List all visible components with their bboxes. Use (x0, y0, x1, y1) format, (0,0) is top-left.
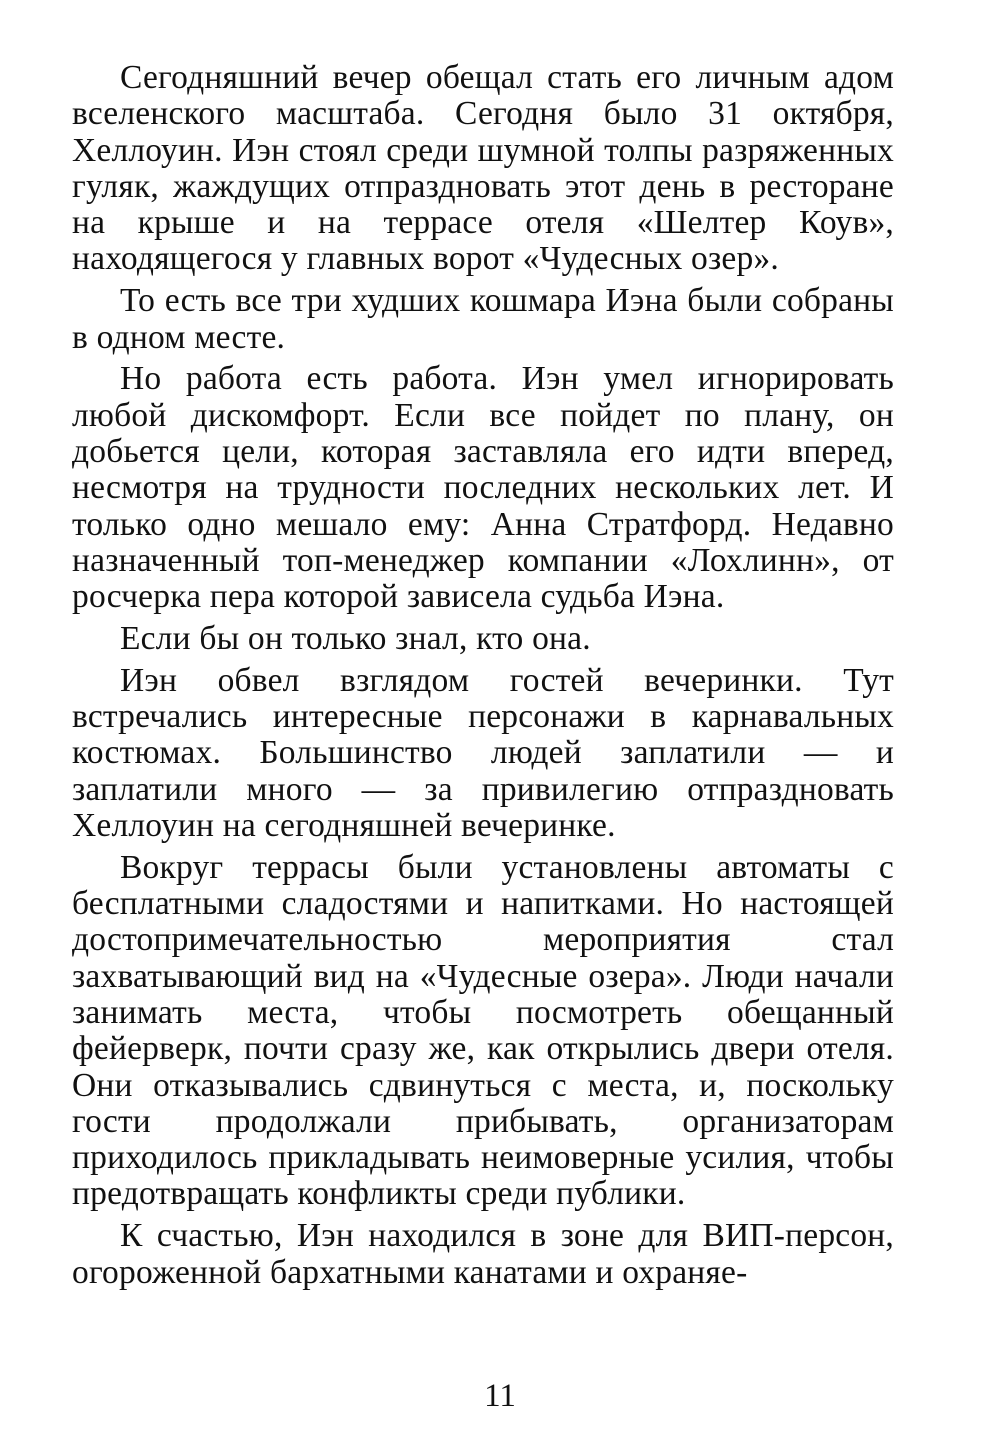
paragraph-1: Сегодняшний вечер обещал стать его личным адом вселенского масштаба. Сегодня было 31 октября, Хеллоуин. Иэн стоял среди шумной толпы разряженных гуляк, жаждущих отпраздновать этот день в ресторане на крыше и на террасе отеля «Шелтер Коув», находящегося у главных ворот «Чудесных озер». (72, 59, 894, 278)
body-text (72, 60, 894, 1296)
paragraph-6: Вокруг террасы были установлены автоматы с бесплатными сладостями и напитками. Но настоящей достопримечательностью мероприятия стал захватывающий вид на «Чудесные озера». Люди начали занимать места, чтобы посмотреть обещанный фейерверк, почти сразу же, как открылись двери отеля. Они отказывались сдвинуться с места, и, поскольку гости продолжали прибывать, организаторам приходилось прикладывать неимоверные усилия, чтобы предотвращать конфликты среди публики. (72, 848, 894, 1213)
paragraph-4: Если бы он только знал, кто она. (120, 619, 591, 657)
paragraph-2: То есть все три худших кошмара Иэна были собраны в одном месте. (72, 282, 894, 356)
paragraph-5: Иэн обвел взглядом гостей вечеринки. Тут встречались интересные персонажи в карнавальных костюмах. Большинство людей заплатили — и заплатили много — за привилегию отпраздновать Хеллоуин на сегодняшней вечеринке. (72, 661, 894, 844)
paragraph-7: К счастью, Иэн находился в зоне для ВИП-персон, огороженной бархатными канатами и охраняе- (72, 1217, 894, 1291)
paragraph-3: Но работа есть работа. Иэн умел игнорировать любой дискомфорт. Если все пойдет по плану, он добьется цели, которая заставляла его идти вперед, несмотря на трудности последних нескольких лет. И только одно мешало ему: Анна Стратфорд. Недавно назначенный топ-менеджер компании «Лохлинн», от росчерка пера которой зависела судьба Иэна. (72, 360, 894, 616)
page-number: 11 (484, 1378, 516, 1414)
